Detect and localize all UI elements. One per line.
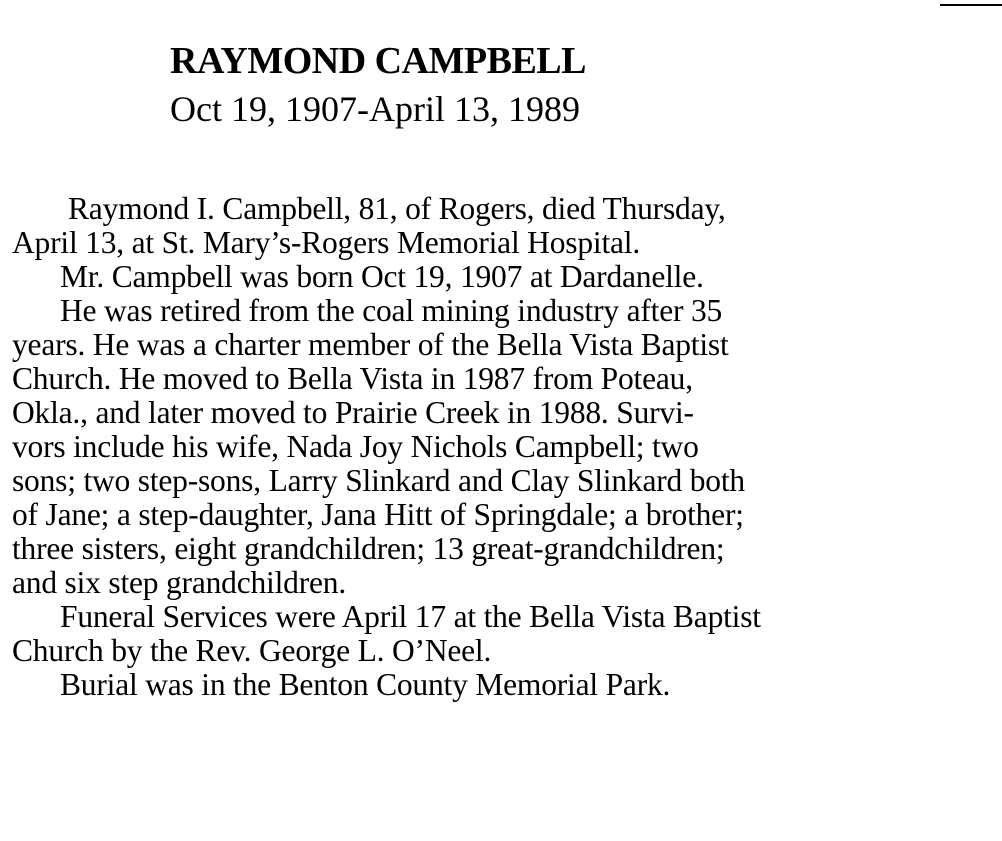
body-line: of Jane; a step-daughter, Jana Hitt of Springdale; a brother; [12,497,744,532]
body-line: vors include his wife, Nada Joy Nichols Campbell; two [12,429,699,464]
body-line: Burial was in the Benton County Memorial Park. [60,667,671,702]
body-line: Raymond I. Campbell, 81, of Rogers, died Thursday, [68,191,726,226]
body-line: years. He was a charter member of the Bella Vista Baptist [12,327,729,362]
body-line: Funeral Services were April 17 at the Bella Vista Baptist [60,599,761,634]
body-line: Church by the Rev. George L. O’Neel. [12,633,492,668]
body-line: He was retired from the coal mining industry after 35 [60,293,723,328]
body-line: three sisters, eight grandchildren; 13 great-grandchildren; [12,531,725,566]
obituary-body [12,192,952,702]
obituary-heading [170,38,970,132]
body-line: Church. He moved to Bella Vista in 1987 from Poteau, [12,361,693,396]
body-line: sons; two step-sons, Larry Slinkard and Clay Slinkard both [12,463,745,498]
body-line: Okla., and later moved to Prairie Creek in 1988. Survi- [12,395,694,430]
deceased-name: RAYMOND CAMPBELL [170,40,586,82]
life-dates: Oct 19, 1907-April 13, 1989 [170,89,580,129]
body-line: Mr. Campbell was born Oct 19, 1907 at Dardanelle. [60,259,704,294]
body-line: and six step grandchildren. [12,565,347,600]
body-line: April 13, at St. Mary’s-Rogers Memorial Hospital. [12,225,640,260]
scan-edge-mark [940,4,1002,6]
